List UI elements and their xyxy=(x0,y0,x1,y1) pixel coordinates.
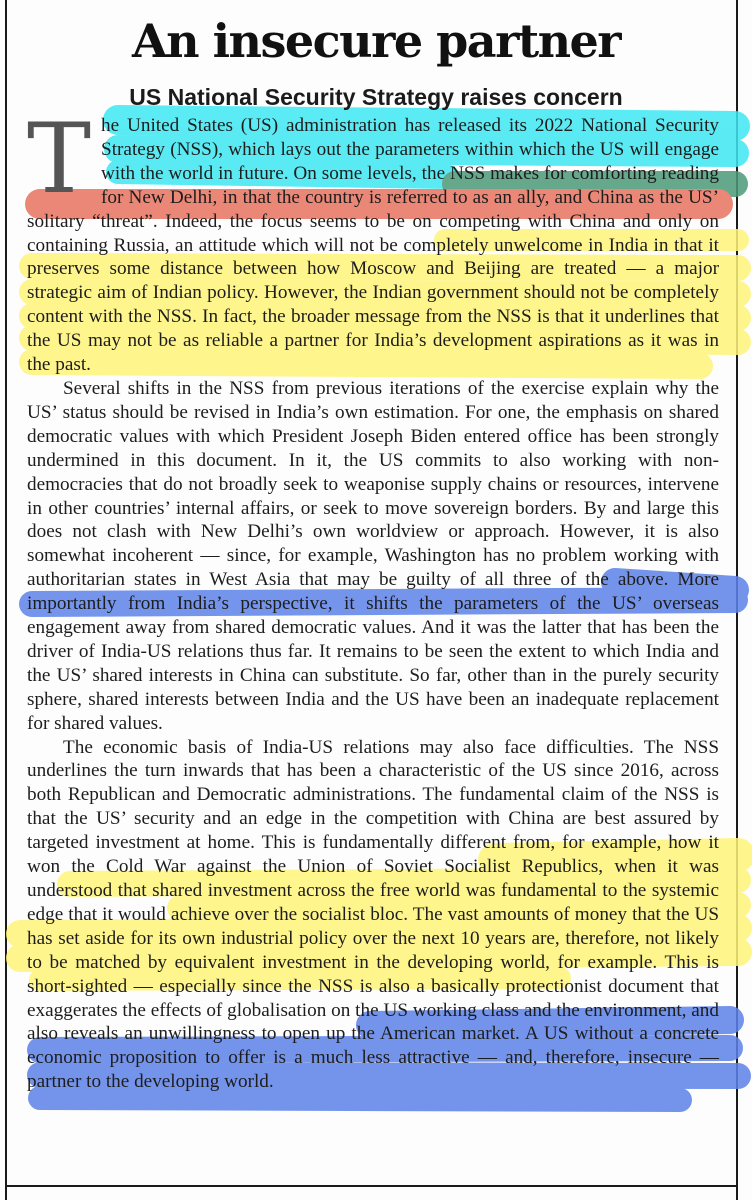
headline: An insecure partner xyxy=(131,14,621,68)
drop-cap: T xyxy=(27,103,92,215)
article-body xyxy=(27,103,719,1094)
subheadline: US National Security Strategy raises concern xyxy=(129,84,623,110)
paragraph-1 xyxy=(27,103,719,377)
paragraph-3: The economic basis of India-US relations may also face difficulties. The NSS underlines the turn inwards that has been a characteristic of the US since 2016, across both Republican and Democratic administrations. The fundamental claim of the NSS is that the US’ security and an edge in the competition with China are best assured by targeted investment at home. This is fundamentally different from, for example, how it won the Cold War against the Union of Soviet Socialist Republics, when it was understood that shared investment across the free world was fundamental to the systemic edge that it would achieve over the socialist bloc. The vast amounts of money that the US has set aside for its own industrial policy over the next 10 years are, therefore, not likely to be matched by equivalent investment in the developing world, for example. This is short-sighted — especially since the NSS is also a basically protectionist document that exaggerates the effects of globalisation on the US working class and the environment, and also reveals an unwillingness to open up the American market. A US without a concrete economic proposition to offer is a much less attractive — and, therefore, insecure — partner to the developing world. xyxy=(27,736,719,1093)
highlight-blue-6 xyxy=(40,1098,680,1100)
paragraph-1-text: he United States (US) administration has released its 2022 National Security Strategy (NSS), which lays out the parameters within which the US will engage with the world in future. On some levels, the NSS makes for comforting reading for New Delhi, in that the country is referred to as an ally, and China as the US’ solitary “threat”. Indeed, the focus seems to be on competing with China and only on containing Russia, an attitude which will not be completely unwelcome in India in that it preserves some distance between how Moscow and Beijing are treated — a major strategic aim of Indian policy. However, the Indian government should not be completely content with the NSS. In fact, the broader message from the NSS is that it underlines that the US may not be as reliable a partner for India’s development aspirations as it was in the past. xyxy=(27,115,719,376)
paragraph-2: Several shifts in the NSS from previous iterations of the exercise explain why the US’ status should be revised in India’s own estimation. For one, the emphasis on shared democratic values with which President Joseph Biden entered office has been strongly undermined in this document. In it, the US commits to also working with non-democracies that do not broadly seek to weaponise supply chains or resources, intervene in other countries’ internal affairs, or seek to move sovereign borders. By and large this does not clash with New Delhi’s own worldview or approach. However, it is also somewhat incoherent — since, for example, Washington has no problem working with authoritarian states in West Asia that may be guilty of all three of the above. More importantly from India’s perspective, it shifts the parameters of the US’ overseas engagement away from shared democratic values. And it was the latter that has been the driver of India-US relations thus far. It remains to be seen the extent to which India and the US’ shared interests in China can substitute. So far, other than in the purely security sphere, shared interests between India and the US have been an inadequate replacement for shared values. xyxy=(27,377,719,734)
